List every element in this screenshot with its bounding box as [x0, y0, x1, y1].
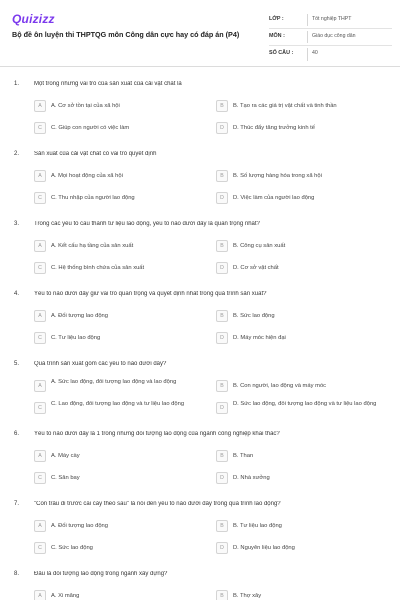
question-number: 7. — [14, 501, 20, 507]
meta-divider — [307, 14, 308, 26]
answer-option-a[interactable] — [34, 588, 208, 600]
meta-value: Tốt nghiệp THPT — [312, 16, 352, 22]
option-text: C. Sân bay — [51, 475, 80, 481]
question-text: Một trong những vai trò của sản xuất của cải vật chất là — [34, 81, 182, 87]
answer-option-a[interactable] — [34, 378, 208, 394]
answer-option-a[interactable] — [34, 168, 208, 184]
options-row — [0, 260, 400, 282]
option-letter-box: C — [34, 472, 46, 484]
answer-option-d[interactable] — [216, 260, 390, 276]
question-block — [0, 148, 400, 218]
option-letter-box: D — [216, 122, 228, 134]
option-letter-box: A — [34, 100, 46, 112]
option-letter-box: A — [34, 170, 46, 182]
option-letter-box: C — [34, 402, 46, 414]
options-row — [0, 120, 400, 142]
option-letter-box: D — [216, 332, 228, 344]
option-text: C. Sức lao động — [51, 545, 93, 551]
header-divider — [0, 66, 400, 67]
question-block — [0, 428, 400, 498]
option-text: D. Thúc đẩy tăng trưởng kinh tế — [233, 125, 316, 131]
option-letter-box: B — [216, 240, 228, 252]
option-letter-box: D — [216, 472, 228, 484]
answer-option-c[interactable] — [34, 540, 208, 556]
answer-option-d[interactable] — [216, 120, 390, 136]
question-header — [0, 428, 400, 448]
question-number: 1. — [14, 81, 20, 87]
answer-option-a[interactable] — [34, 518, 208, 534]
answer-option-d[interactable] — [216, 400, 390, 416]
option-text: D. Máy móc hiện đại — [233, 335, 286, 341]
question-text: Sản xuất của cải vật chất có vai trò quyết định — [34, 151, 157, 157]
answer-option-a[interactable] — [34, 308, 208, 324]
option-text: B. Tư liệu lao động — [233, 523, 282, 529]
option-text: C. Thu nhập của người lao động — [51, 195, 135, 201]
option-text: A. Kết cấu hạ tầng của sản xuất — [51, 243, 134, 249]
answer-option-b[interactable] — [216, 588, 390, 600]
page-title: Bộ đề ôn luyện thi THPTQG môn Công dân cực hay có đáp án (P4) — [12, 30, 240, 39]
option-text: B. Sức lao động — [233, 313, 275, 319]
options-row — [0, 448, 400, 470]
answer-option-c[interactable] — [34, 330, 208, 346]
question-number: 3. — [14, 221, 20, 227]
option-letter-box: D — [216, 402, 228, 414]
question-list — [0, 78, 400, 600]
question-number: 5. — [14, 361, 20, 367]
answer-option-b[interactable] — [216, 378, 390, 394]
option-letter-box: A — [34, 240, 46, 252]
question-number: 8. — [14, 571, 20, 577]
meta-divider — [307, 48, 308, 61]
option-text: A. Sức lao động, đối tượng lao động và lao động — [51, 379, 177, 385]
answer-option-d[interactable] — [216, 190, 390, 206]
option-text: A. Đối tượng lao động — [51, 523, 108, 529]
question-number: 2. — [14, 151, 20, 157]
answer-option-c[interactable] — [34, 260, 208, 276]
option-text: A. Máy cày — [51, 453, 80, 459]
answer-option-b[interactable] — [216, 238, 390, 254]
question-text: "Con trâu đi trước cái cày theo sau" là nói đến yếu tố nào dưới đây trong quá trình lao động? — [34, 501, 281, 507]
meta-label: MÔN : — [269, 33, 285, 39]
answer-option-d[interactable] — [216, 540, 390, 556]
option-letter-box: C — [34, 542, 46, 554]
option-text: D. Nhà xưởng — [233, 475, 270, 481]
question-header — [0, 568, 400, 588]
answer-option-b[interactable] — [216, 518, 390, 534]
option-text: D. Việc làm của người lao động — [233, 195, 315, 201]
options-row — [0, 400, 400, 422]
options-row — [0, 98, 400, 120]
answer-option-a[interactable] — [34, 238, 208, 254]
option-letter-box: B — [216, 310, 228, 322]
quizizz-logo: Quizizz — [12, 12, 55, 26]
answer-option-b[interactable] — [216, 448, 390, 464]
option-letter-box: C — [34, 332, 46, 344]
question-text: Quá trình sản xuất gồm các yếu tố nào dưới đây? — [34, 361, 167, 367]
option-text: B. Thợ xây — [233, 593, 262, 599]
question-text: Trong các yếu tố cấu thành tư liệu lao động, yếu tố nào dưới đây là quan trọng nhất? — [34, 221, 260, 227]
question-number: 4. — [14, 291, 20, 297]
answer-option-d[interactable] — [216, 330, 390, 346]
meta-value: 40 — [312, 50, 318, 56]
answer-option-a[interactable] — [34, 98, 208, 114]
option-text: B. Tạo ra các giá trị vật chất và tinh thần — [233, 103, 337, 109]
option-letter-box: A — [34, 450, 46, 462]
option-text: A. Đối tượng lao động — [51, 313, 108, 319]
question-header — [0, 218, 400, 238]
options-row — [0, 238, 400, 260]
meta-divider — [307, 31, 308, 43]
option-text: D. Cơ sở vật chất — [233, 265, 279, 271]
option-letter-box: D — [216, 542, 228, 554]
option-letter-box: B — [216, 520, 228, 532]
option-letter-box: B — [216, 380, 228, 392]
option-letter-box: C — [34, 262, 46, 274]
option-text: B. Công cụ sản xuất — [233, 243, 286, 249]
option-text: B. Số lượng hàng hóa trong xã hội — [233, 173, 322, 179]
question-block — [0, 498, 400, 568]
option-text: C. Tư liệu lao động — [51, 335, 101, 341]
option-letter-box: B — [216, 170, 228, 182]
option-text: A. Xi măng — [51, 593, 80, 599]
question-text: Yếu tố nào dưới đây giữ vai trò quan trọng và quyết định nhất trong quá trình sản xuất? — [34, 291, 267, 297]
options-row — [0, 470, 400, 492]
option-text: D. Nguyên liệu lao động — [233, 545, 295, 551]
question-header — [0, 78, 400, 98]
question-block — [0, 78, 400, 148]
options-row — [0, 308, 400, 330]
option-letter-box: A — [34, 590, 46, 600]
answer-option-b[interactable] — [216, 308, 390, 324]
answer-option-c[interactable] — [34, 470, 208, 486]
meta-info-box — [269, 12, 392, 63]
options-row — [0, 168, 400, 190]
options-row — [0, 190, 400, 212]
options-row — [0, 330, 400, 352]
option-text: D. Sức lao động, đối tượng lao động và tư liệu lao động — [233, 401, 377, 407]
answer-option-b[interactable] — [216, 98, 390, 114]
answer-option-d[interactable] — [216, 470, 390, 486]
question-header — [0, 288, 400, 308]
question-header — [0, 498, 400, 518]
option-letter-box: D — [216, 262, 228, 274]
options-row — [0, 588, 400, 600]
options-row — [0, 378, 400, 400]
option-text: C. Hệ thống bình chứa của sản xuất — [51, 265, 145, 271]
option-text: C. Lao động, đối tượng lao động và tư liệu lao động — [51, 401, 185, 407]
question-text: Đâu là đối tượng lao động trong ngành xây dựng? — [34, 571, 168, 577]
option-letter-box: C — [34, 122, 46, 134]
option-letter-box: A — [34, 380, 46, 392]
question-header — [0, 358, 400, 378]
meta-row-subject — [269, 29, 392, 46]
option-text: A. Cơ sở tồn tại của xã hội — [51, 103, 120, 109]
options-row — [0, 540, 400, 562]
option-letter-box: A — [34, 520, 46, 532]
meta-value: Giáo dục công dân — [312, 33, 356, 39]
option-letter-box: A — [34, 310, 46, 322]
meta-label: LỚP : — [269, 16, 284, 22]
answer-option-c[interactable] — [34, 120, 208, 136]
answer-option-a[interactable] — [34, 448, 208, 464]
question-block — [0, 288, 400, 358]
option-letter-box: D — [216, 192, 228, 204]
meta-row-class — [269, 12, 392, 29]
option-text: B. Than — [233, 453, 254, 459]
option-letter-box: B — [216, 590, 228, 600]
option-text: C. Giúp con người có việc làm — [51, 125, 130, 131]
option-text: A. Mọi hoạt động của xã hội — [51, 173, 123, 179]
option-letter-box: C — [34, 192, 46, 204]
answer-option-c[interactable] — [34, 190, 208, 206]
question-header — [0, 148, 400, 168]
option-letter-box: B — [216, 450, 228, 462]
question-block — [0, 568, 400, 600]
question-text: Yếu tố nào dưới đây là 1 trong những đối tượng lao động của ngành công nghiệp khai thác? — [34, 431, 280, 437]
question-block — [0, 358, 400, 428]
options-row — [0, 518, 400, 540]
meta-row-count — [269, 46, 392, 63]
answer-option-b[interactable] — [216, 168, 390, 184]
answer-option-c[interactable] — [34, 400, 208, 416]
option-letter-box: B — [216, 100, 228, 112]
question-block — [0, 218, 400, 288]
meta-label: SỐ CÂU : — [269, 50, 294, 56]
question-number: 6. — [14, 431, 20, 437]
option-text: B. Con người, lao động và máy móc — [233, 383, 327, 389]
